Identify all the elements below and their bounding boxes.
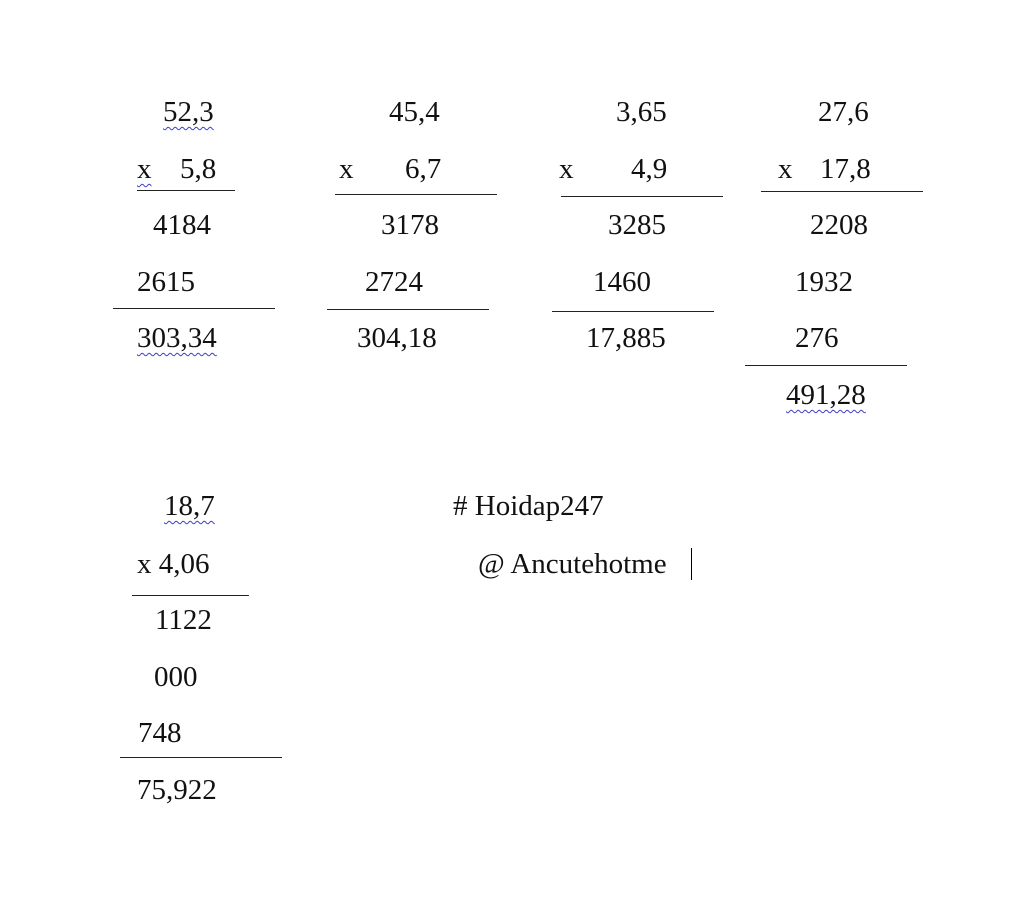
problem-2-multiplicand: 45,4 <box>389 96 440 128</box>
problem-2-result: 304,18 <box>357 322 437 354</box>
problem-3-partial-2: 1460 <box>593 266 651 298</box>
problem-4-partial-2: 1932 <box>795 266 853 298</box>
problem-4-sum-line <box>745 365 907 366</box>
problem-2-sum-line <box>327 309 489 310</box>
problem-5-sum-line <box>120 757 282 758</box>
problem-3-result: 17,885 <box>586 322 666 354</box>
problem-2-partial-1: 3178 <box>381 209 439 241</box>
problem-3-multiplicand: 3,65 <box>616 96 667 128</box>
problem-1-sum-line <box>113 308 275 309</box>
problem-3-sum-line <box>552 311 714 312</box>
problem-5-partial-3: 748 <box>138 717 182 749</box>
problem-4-multiplier: 17,8 <box>820 153 871 185</box>
problem-5-multiplicand <box>164 492 215 521</box>
problem-1-multiplicand-text: 52,3 <box>163 96 214 128</box>
problem-1-result <box>137 324 217 353</box>
problem-4-partial-3: 276 <box>795 322 839 354</box>
problem-4-result <box>786 381 866 410</box>
problem-1-multiply-line <box>137 190 235 191</box>
problem-3-multiplier: 4,9 <box>631 153 668 185</box>
problem-5-partial-1: 1122 <box>155 604 212 636</box>
problem-1-partial-2: 2615 <box>137 266 195 298</box>
problem-3-operator: x <box>559 153 574 185</box>
problem-1-result-text: 303,34 <box>137 322 217 354</box>
problem-4-partial-1: 2208 <box>810 209 868 241</box>
problem-5-result: 75,922 <box>137 774 217 806</box>
problem-2-partial-2: 2724 <box>365 266 423 298</box>
problem-1-multiplier: 5,8 <box>180 153 217 185</box>
problem-2-operator: x <box>339 153 354 185</box>
problem-3-partial-1: 3285 <box>608 209 666 241</box>
text-cursor <box>691 548 692 580</box>
problem-4-multiplicand: 27,6 <box>818 96 869 128</box>
problem-4-operator: x <box>778 153 793 185</box>
problem-5-multiplicand-text: 18,7 <box>164 490 215 522</box>
problem-5-multiplier: x 4,06 <box>137 548 210 580</box>
problem-1-partial-1: 4184 <box>153 209 211 241</box>
problem-2-multiply-line <box>335 194 497 195</box>
hashtag-text: # Hoidap247 <box>453 490 604 522</box>
problem-5-partial-2: 000 <box>154 661 198 693</box>
problem-1-multiplicand <box>163 98 214 127</box>
author-text[interactable]: @ Ancutehotme <box>478 548 667 580</box>
problem-3-multiply-line <box>561 196 723 197</box>
problem-2-multiplier: 6,7 <box>405 153 442 185</box>
problem-5-multiply-line <box>132 595 249 596</box>
problem-1-operator: x <box>137 153 152 185</box>
problem-4-result-text: 491,28 <box>786 379 866 411</box>
problem-4-multiply-line <box>761 191 923 192</box>
